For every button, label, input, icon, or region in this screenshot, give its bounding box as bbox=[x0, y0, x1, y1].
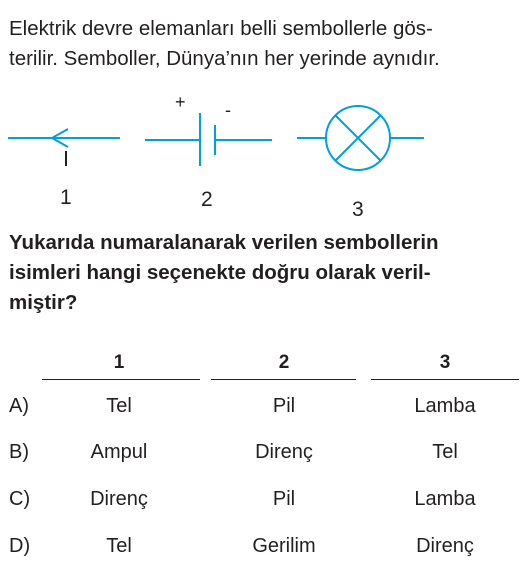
option-d-cell-2: Gerilim bbox=[252, 535, 316, 557]
option-a-cell-3: Lamba bbox=[414, 395, 476, 417]
option-d-letter[interactable]: D) bbox=[9, 535, 31, 557]
option-c-cell-3: Lamba bbox=[414, 488, 476, 510]
column-header-1: 1 bbox=[113, 352, 125, 373]
option-d-cell-3: Direnç bbox=[416, 535, 474, 557]
option-a-cell-2: Pil bbox=[272, 395, 296, 417]
column-rule-1 bbox=[42, 379, 200, 380]
intro-line: terilir. Semboller, Dünya’nın her yerinde aynıdır. bbox=[9, 47, 440, 70]
circuit-symbols bbox=[0, 88, 530, 218]
battery-plus-sign: + bbox=[175, 92, 186, 112]
option-d-cell-1: Tel bbox=[106, 535, 132, 557]
intro-line: Elektrik devre elemanları belli sembollerle gös- bbox=[9, 17, 433, 40]
battery-minus-sign: - bbox=[225, 100, 231, 120]
question-line: miştir? bbox=[9, 291, 78, 314]
option-a-cell-1: Tel bbox=[106, 395, 132, 417]
option-b-letter[interactable]: B) bbox=[9, 441, 29, 463]
column-rule-3 bbox=[371, 379, 519, 380]
symbol-number-1: 1 bbox=[60, 186, 72, 209]
option-c-cell-2: Pil bbox=[272, 488, 296, 510]
question-line: isimleri hangi seçenekte doğru olarak veril- bbox=[9, 261, 431, 284]
option-b-cell-2: Direnç bbox=[255, 441, 313, 463]
intro-text bbox=[9, 14, 524, 74]
wire-symbol bbox=[8, 129, 120, 166]
symbol-number-2: 2 bbox=[201, 188, 213, 211]
question-text bbox=[9, 228, 524, 318]
column-header-3: 3 bbox=[439, 352, 451, 373]
option-b-cell-1: Ampul bbox=[90, 441, 148, 463]
option-a-letter[interactable]: A) bbox=[9, 395, 29, 417]
question-line: Yukarıda numaralanarak verilen sembollerin bbox=[9, 231, 439, 254]
column-rule-2 bbox=[211, 379, 356, 380]
option-b-cell-3: Tel bbox=[432, 441, 458, 463]
option-c-letter[interactable]: C) bbox=[9, 488, 31, 510]
battery-symbol bbox=[145, 92, 272, 166]
column-header-2: 2 bbox=[278, 352, 290, 373]
symbol-number-3: 3 bbox=[352, 198, 364, 221]
option-c-cell-1: Direnç bbox=[90, 488, 148, 510]
lamp-symbol bbox=[297, 106, 424, 170]
